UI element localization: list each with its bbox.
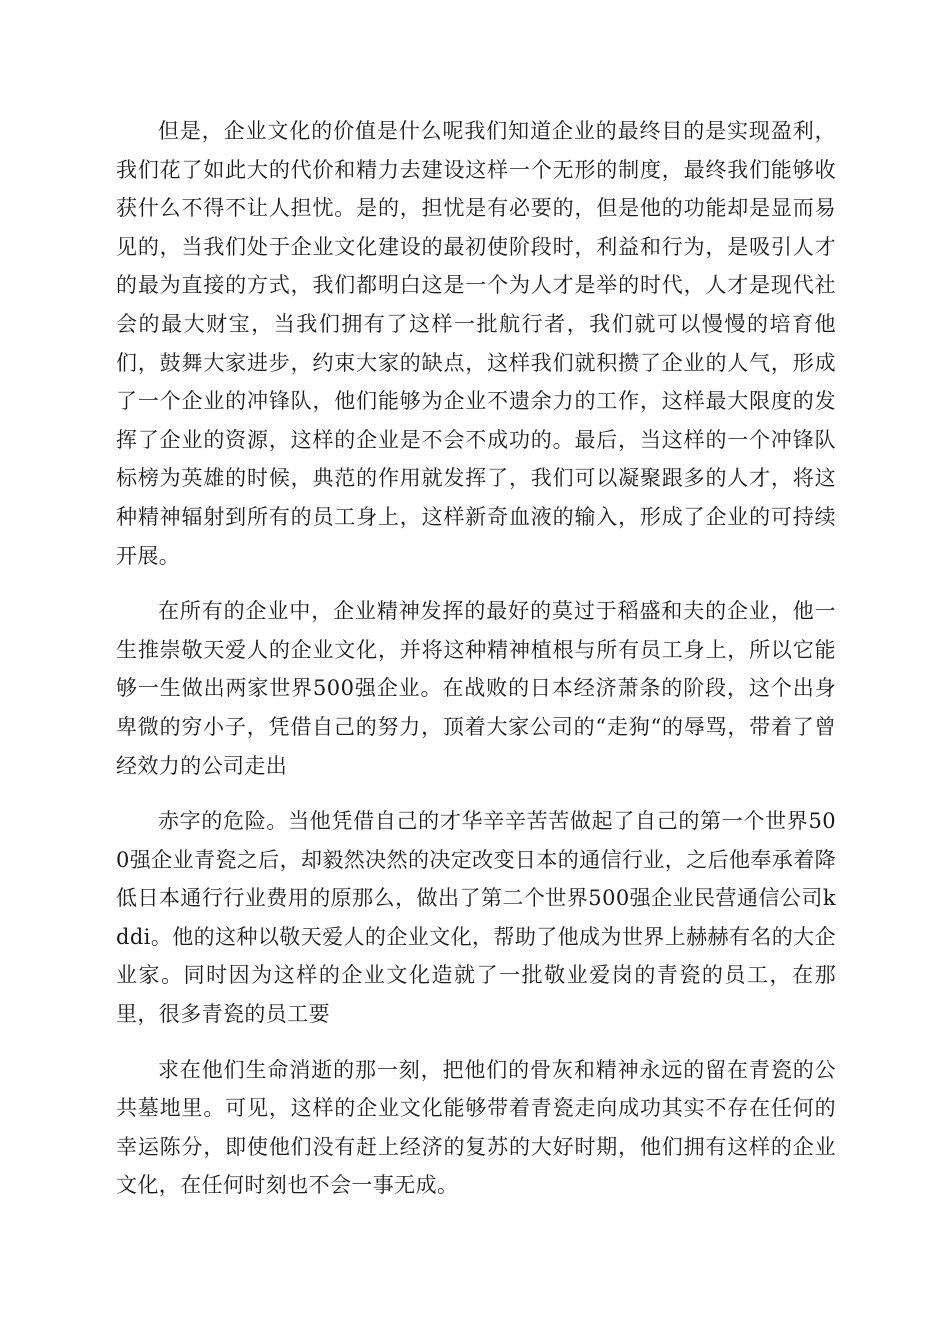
paragraph-2: 在所有的企业中，企业精神发挥的最好的莫过于稻盛和夫的企业，他一生推崇敬天爱人的企业文化，并将这种精神植根与所有员工身上，所以它能够一生做出两家世界500强企业。在战败的日本经济萧条的阶段，这个出身卑微的穷小子，凭借自己的努力，顶着大家公司的“走狗“的辱骂，带着了曾经效力的公司走出	[116, 599, 836, 778]
paragraph-3: 赤字的危险。当他凭借自己的才华辛辛苦苦做起了自己的第一个世界500强企业青瓷之后，却毅然决然的决定改变日本的通信行业，之后他奉承着降低日本通行行业费用的原那么，做出了第二个世界500强企业民营通信公司kddi。他的这种以敬天爱人的企业文化，帮助了他成为世界上赫赫有名的大企业家。同时因为这样的企业文化造就了一批敬业爱岗的青瓷的员工，在那里，很多青瓷的员工要	[116, 809, 836, 1027]
paragraph-4: 求在他们生命消逝的那一刻，把他们的骨灰和精神永远的留在青瓷的公共墓地里。可见，这样的企业文化能够带着青瓷走向成功其实不存在任何的幸运陈分，即使他们没有赶上经济的复苏的大好时期，他们拥有这样的企业文化，在任何时刻也不会一事无成。	[116, 1057, 836, 1198]
paragraph-1: 但是，企业文化的价值是什么呢我们知道企业的最终目的是实现盈利，我们花了如此大的代价和精力去建设这样一个无形的制度，最终我们能够收获什么不得不让人担忧。是的，担忧是有必要的，但是他的功能却是显而易见的，当我们处于企业文化建设的最初使阶段时，利益和行为，是吸引人才的最为直接的方式，我们都明白这是一个为人才是举的时代，人才是现代社会的最大财宝，当我们拥有了这样一批航行者，我们就可以慢慢的培育他们，鼓舞大家进步，约束大家的缺点，这样我们就积攒了企业的人气，形成了一个企业的冲锋队，他们能够为企业不遗余力的工作，这样最大限度的发挥了企业的资源，这样的企业是不会不成功的。最后，当这样的一个冲锋队标榜为英雄的时候，典范的作用就发挥了，我们可以凝聚跟多的人才，将这种精神辐射到所有的员工身上，这样新奇血液的输入，形成了企业的可持续开展。	[116, 119, 836, 568]
document-body	[116, 112, 836, 1205]
